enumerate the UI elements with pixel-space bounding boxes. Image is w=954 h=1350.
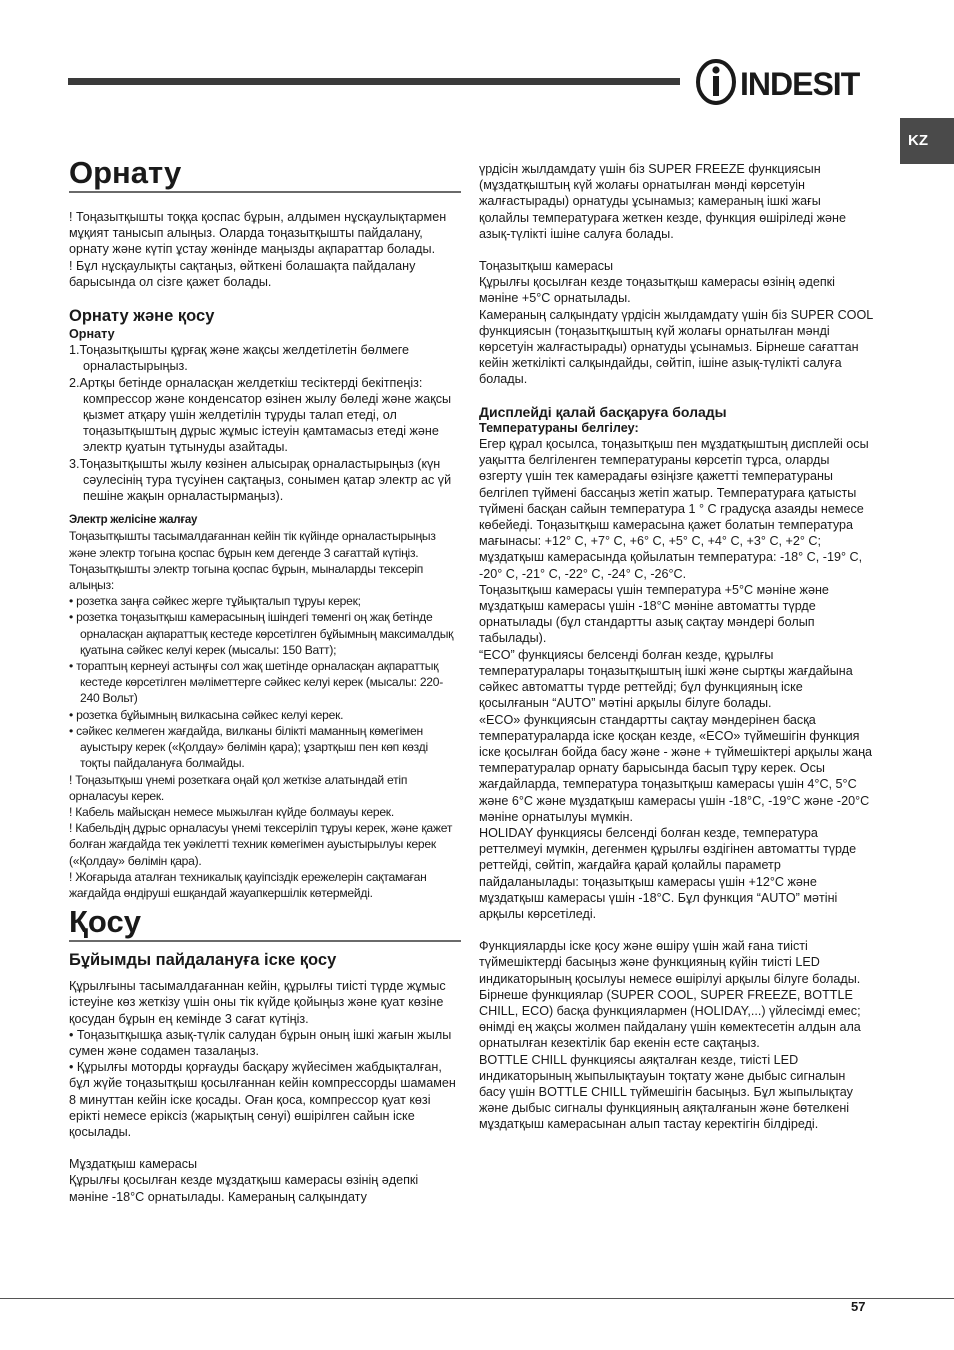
header-rule (68, 78, 680, 85)
electrical-bullet: • розетка тоңазытқыш камерасының ішіндегі төменгі оң жақ бетінде орналасқан ақпараттық кестеде көрсетілген бұйымның максималдық қуатына сәйкес келуі керек (мысалы: 150 Ватт); (69, 610, 454, 657)
electrical-bullet: • торaптың кернеуі астыңғы сол жақ шетінде орналасқан ақпараттық кестеде көрсетілген мәліметтерге сәйкес келуі керек (мысалы: 220-240 Вольт) (69, 659, 444, 706)
intro-paragraph: ! Бұл нұсқаулықты сақтаңыз, өйткені болашақта пайдалану барысында ол сізге қажет болады. (69, 258, 416, 289)
subsection-title-install-connect: Орнату және қосу (69, 307, 215, 326)
electrical-note: ! Кабельдің дұрыс орналасуы үнемі тексеріліп тұруы керек, және қажет болған жағдайда тек уәкілетті техник көмегімен ауыстырылуы керек («Қолдау» бөлімін қара). (69, 821, 453, 868)
subheading-install: Орнату (69, 327, 115, 342)
brand-logo (694, 58, 870, 106)
section-title-start: Қосу (69, 905, 461, 942)
display-paragraph: Егер құрал қосылса, тоңазытқыш пен мұздатқыштың дисплейі осы уақытта белгіленген температураны көрсетіп тұрса, оларды өзгерту үшін тек камерадағы өзіңізге қажетті температураны белгілеп түймені бассаңыз жетіп жатыр. Температураға қатысты түймені басқан сайын температура 1 ° С градусқа азаяды немесе көбейеді. Тоңазытқыш камерасына қажет болатын температура мағынасы: +12° С, +7° С, +6° С, +5° С, +4° С, +3° С, +2° С; мұздатқыш камерасында қойылатын температура: -18° С, -19° С, -20° С, -21° С, -22° С, -24° С, -26°С. (479, 437, 869, 581)
install-step: 1.Тоңазытқышты құрғақ және жақсы желдетілетін бөлмеге орналастырыңыз. (69, 343, 410, 374)
electrical-note: ! Жоғарыда аталған техникалық қауіпсіздік ережелерін сақтамаған жағдайда өндіруші ешқандай жауапкершілік көтермейді. (69, 869, 427, 900)
footer-rule (0, 1298, 954, 1299)
subsection-title-first-use: Бұйымды пайдалануға іске қосу (69, 951, 337, 970)
display-paragraph: HOLIDAY функциясы белсенді болған кезде, температура реттелмеуі мүмкін, дегенмен құрылғы өздігінен автоматты түрде реттейді, сөйтіп, жағдайға қарай қолайлы параметр пайдаланылады: тоңазытқыш камерасы үшін +12°C және мұздатқыш камерасы үшін -18°C. Бұл функция “AUTO” мәтіні арқылы көрсетіледі. (479, 825, 857, 921)
install-step: 2.Артқы бетінде орналасқан желдеткіш тесіктерді бекітпеңіз: компрессор және конденсатор өзінен жылу бөледі және жақсы қызмет атқару үшін желдетілін тұруды талап етеді, ол тоңазытқыштың дұрыс жұмыс істеуін қамтамасыз етеді және электр қуатын тұтынуды азайтады. (69, 375, 452, 455)
functions-paragraph: Бірнеше функциялар (SUPER COOL, SUPER FREEZE, BOTTLE CHILL, ECO) басқа функциялармен (HOLIDAY,...) үйлесімді емес; өнімді ең жақсы жолмен пайдалану үшін көмектесетін алдын ала орнатылған кезектілік бар екенін есте сақтаңыз. (479, 987, 861, 1051)
fridge-paragraph: Құрылғы қосылған кезде тоңазытқыш камерасы өзінің әдепкі мәніне +5°C орнатылады. (479, 275, 835, 306)
fridge-title: Тоңазытқыш камерасы (479, 259, 614, 274)
subheading-electrical: Электр желісіне жалғау (69, 514, 198, 527)
svg-text:INDESIT: INDESIT (740, 66, 860, 102)
functions-paragraph: Функцияларды іске қосу және өшіру үшін жай ғана тиісті түймешіктерді басыңыз және функцияның күйін тиісті LED индикаторының қосылуы немесе өшірілуі арқылы білуге болады. (479, 939, 861, 986)
page-number: 57 (851, 1299, 866, 1314)
display-paragraph: “ECO” функциясы белсенді болған кезде, құрылғы температуралары тоңазытқыштың ішкі және сыртқы жағдайына сәйкес автоматты түрде реттейді; бұл функцияның іске қосылғанын “AUTO” мәтіні арқылы білуге болады. (479, 647, 853, 711)
electrical-intro: Тоңазытқышты тасымалдағаннан кейін тік күйінде орналастырыңыз және электр тогына қоспас бұрын кем дегенде 3 сағаттай күтіңіз. Тоңазытқышты электр тогына қоспас бұрын, мыналарды тексеріп алыңыз: (69, 529, 436, 593)
display-paragraph: «ECO» функциясын стандартты сақтау мәндерінен басқа температураларда іске қосқан кезде, «ECO» түймешігін функция іске қосылған бойда басу және - және + түймешіктері арқылы жаңа температуралар орнату барысында басып тұру керек. Осы жағдайларда, температура тоңазытқыш камерасы үшін 4°C, 5°C және 6°C және мұздатқыш камерасы үшін -18°C, -19°C және -20°C мәніне орнатылуы мүмкін. (479, 712, 873, 824)
subsection-title-display: Дисплейді қалай басқаруға болады (479, 403, 727, 420)
freezer-paragraph-continued: үрдісін жылдамдату үшін біз SUPER FREEZE функциясын (мұздатқыштың күй жолағы орнатылған мәнді көрсетуін жалғастырады) орнатуды ұсынамыз; камераның ішкі жағы қолайлы температураға жеткен кезде, функция өшіріледі және азық-түлікті ішіне салуға болады. (479, 162, 847, 241)
intro-paragraph: ! Тоңазытқышты тоққа қоспас бұрын, алдымен нұсқаулықтармен мұқият танысып алыңыз. Оларда тоңазытқышты пайдалану, орнату және күтіп ұстау жөнінде маңызды ақпараттар болады. (69, 210, 447, 257)
electrical-note: ! Кабель майысқан немесе мыжылған күйде болмауы керек. (69, 804, 394, 819)
section-title-install: Орнату (69, 156, 461, 193)
start-paragraph: Құрылғыны тасымалдағаннан кейін, құрылғы тиісті түрде жұмыс істеуіне көз жеткізу үшін оны тік күйде қойыңыз және қуат көзіне қосудан бұрын ең кемінде 3 сағат күтіңіз. (69, 979, 446, 1026)
language-tab: KZ (900, 118, 954, 164)
display-paragraph: Тоңазытқыш камерасы үшін температура +5°C мәніне және мұздатқыш камерасы үшін -18°C мәніне автоматты түрде орнатылады (бұл стандартты азық сақтау мәндері болып табылады). (479, 582, 829, 646)
subheading-temperature: Температураны белгілеу: (479, 420, 639, 435)
right-column (479, 161, 873, 1133)
left-column (69, 156, 461, 1205)
start-paragraph: • Тоңазытқышқа азық-түлік салудан бұрын оның ішкі жағын жылы сумен және содамен тазалаңыз. (69, 1027, 452, 1058)
install-step: 3.Тоңазытқышты жылу көзінен алысырақ орналастырыңыз (күн сәулесінің тура түсуінен сақтаңыз, сонымен қатар электр ас үй пешіне жақын орналастырмаңыз). (69, 456, 452, 504)
freezer-title: Мұздатқыш камерасы (69, 1157, 198, 1172)
fridge-paragraph: Камераның салқындату үрдісін жылдамдату үшін біз SUPER COOL функциясын (тоңазытқыштың күй жолағы орнатылған мәнді көрсетуін жалғастырады) орнатуды ұсынамыз. Бірнеше сағаттан кейін жеткілікті салқындайды, сөйтіп, ішіне азық-түлікті салуға болады. (479, 307, 873, 387)
functions-paragraph: BOTTLE CHILL функциясы аяқталған кезде, тиісті LED индикаторының жыпылықтауын тоқтату және дыбыс сигналын басу үшін BOTTLE CHILL түймешігін басыңыз. Бұл жыпылықтау және дыбыс сигналы функцияның аяқталғанын және бөтелкені мұздатқыш камерасынан алып тастау керектігін білдіреді. (479, 1052, 853, 1132)
freezer-paragraph: Құрылғы қосылған кезде мұздатқыш камерасы өзінің әдепкі мәніне -18°C орнатылады. Камераның салқындату (69, 1173, 419, 1204)
electrical-note: ! Тоңазытқыш үнемі розеткаға оңай қол жеткізе алатындай етіп орналасуы керек. (69, 772, 408, 803)
start-paragraph: • Құрылғы моторды қорғауды басқару жүйесімен жабдықталған, бұл жүйе тоңазытқыш қосылғаннан кейін компрессорды шамамен 8 минуттан кейін іске қосады. Оған қоса, компрессор қуат көзі ерікті немесе еріксіз (жарықтың сөнуі) өшірілген сайын іске қосылады. (69, 1060, 456, 1139)
electrical-bullet: • розетка бұйымның вилкасына сәйкес келуі керек. (69, 707, 344, 722)
electrical-bullet: • розетка заңға сәйкес жерге тұйықталып тұруы керек; (69, 594, 361, 609)
electrical-bullet: • сәйкес келмеген жағдайда, вилканы білікті маманның көмегімен ауыстыру керек («Қолдау» бөлімін қара); ұзартқыш пен көп көзді тоқты пайдалануға болмайды. (69, 723, 428, 771)
